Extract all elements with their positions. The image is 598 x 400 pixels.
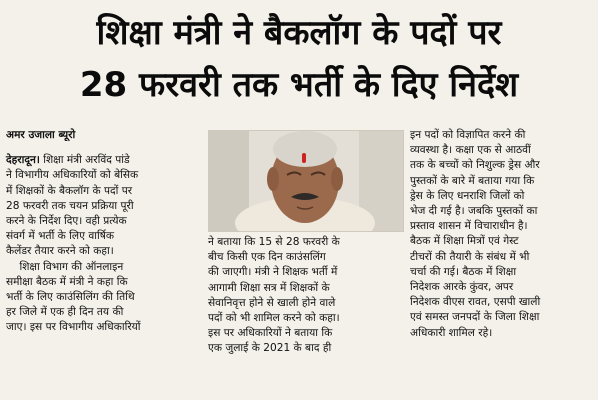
body-line: जाए। इस पर विभागीय अधिकारियों xyxy=(6,321,141,334)
article-column-3 xyxy=(410,128,596,341)
body-line: शिक्षा विभाग की ऑनलाइन xyxy=(6,260,124,273)
body-line: समीक्षा बैठक में मंत्री ने कहा कि xyxy=(6,275,128,288)
body-line: अधिकारी शामिल रहे। xyxy=(410,326,493,339)
article-column-2 xyxy=(208,235,404,357)
body-line: इस पर अधिकारियों ने बताया कि xyxy=(208,327,333,340)
body-line: प्रस्ताव शासन में विचाराधीन है। xyxy=(410,220,528,233)
article-column-1 xyxy=(6,128,202,336)
body-line: निदेशक आरके कुंवर, अपर xyxy=(410,281,514,294)
body-line: में शिक्षकों के बैकलॉग के पदों पर xyxy=(6,184,133,197)
body-line: पुस्तकों के बारे में बताया गया कि xyxy=(410,174,535,187)
headline-line-1: शिक्षा मंत्री ने बैकलॉग के पदों पर xyxy=(96,13,502,53)
body-line: संवर्ग में भर्ती के लिए वार्षिक xyxy=(6,230,114,243)
body-line: एक जुलाई के 2021 के बाद ही xyxy=(208,342,332,355)
byline: अमर उजाला ब्यूरो xyxy=(6,129,76,141)
body-line: इन पदों को विज्ञापित करने की xyxy=(410,129,526,141)
body-line: व्यवस्था है। कक्षा एक से आठवीं xyxy=(410,144,531,157)
body-line: की जाएगी। मंत्री ने शिक्षक भर्ती में xyxy=(208,266,338,279)
body-line: एवं समस्त जनपदों के जिला शिक्षा xyxy=(410,311,540,324)
body-line: आगामी शिक्षा सत्र में शिक्षकों के xyxy=(208,281,330,294)
body-line: सेवानिवृत्त होने से खाली होने वाले xyxy=(208,296,336,309)
body-line: करने के निर्देश दिए। वही प्रत्येक xyxy=(6,215,127,228)
body-line: पदों को भी शामिल करने को कहा। xyxy=(208,312,340,325)
body-line: भर्ती के लिए काउंसिलिंग की तिथि xyxy=(6,291,135,304)
body-line: हर जिले में एक ही दिन तय की xyxy=(6,306,124,319)
body-line: बीच किसी एक दिन काउंसलिंग xyxy=(208,251,326,264)
body-line: कैलेंडर तैयार करने को कहा। xyxy=(6,245,114,258)
first-line xyxy=(6,153,202,168)
body-line: ने विभागीय अधिकारियों को बेसिक xyxy=(6,169,139,182)
body-line: टीचरों की तैयारी के संबंध में भी xyxy=(410,250,530,263)
body-line: निदेशक वीएस रावत, एसपी खाली xyxy=(410,296,541,309)
body-line: तक के बच्चों को निशुल्क ड्रेस और xyxy=(410,159,540,172)
body-line: बैठक में शिक्षा मित्रों एवं गेस्ट xyxy=(410,235,519,248)
body-line: चर्चा की गई। बैठक में शिक्षा xyxy=(410,265,517,278)
body-line: भेज दी गई है। जबकि पुस्तकों का xyxy=(410,205,538,218)
body-line: ड्रेस के लिए धनराशि जिलों को xyxy=(410,189,525,202)
minister-photo xyxy=(208,130,404,232)
headline-line-2: 28 फरवरी तक भर्ती के दिए निर्देश xyxy=(79,65,519,105)
first-line-text: शिक्षा मंत्री अरविंद पांडे xyxy=(39,154,130,167)
body-line: ने बताया कि 15 से 28 फरवरी के xyxy=(208,236,340,248)
dateline: देहरादून। xyxy=(6,154,40,167)
body-line: 28 फरवरी तक चयन प्रक्रिया पूरी xyxy=(6,199,134,212)
